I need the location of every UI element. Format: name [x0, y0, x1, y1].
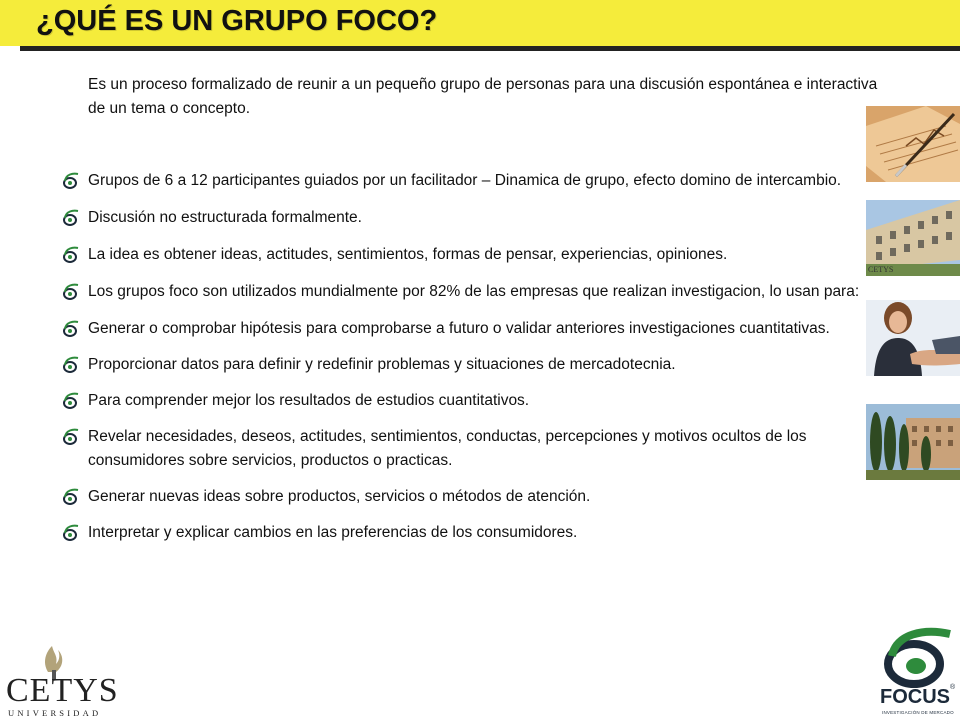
bullet-text: Generar nuevas ideas sobre productos, servicios o métodos de atención. [88, 488, 591, 505]
focus-swirl-icon [60, 488, 80, 506]
bullet-text: Revelar necesidades, deseos, actitudes, sentimientos, conductas, percepciones y motivos ocultos de los consumidores sobre servicios, productos o practicas. [88, 428, 807, 469]
list-item [60, 280, 870, 304]
list-item [60, 389, 870, 413]
focus-subtitle: INVESTIGACIÓN DE MERCADO [882, 710, 954, 715]
cetys-logo [2, 642, 122, 718]
cetys-subtitle: UNIVERSIDAD [8, 708, 102, 718]
bullet-list [60, 169, 870, 557]
focus-swirl-icon [60, 428, 80, 446]
svg-text:CETYS: CETYS [868, 265, 894, 274]
bullet-text: Discusión no estructurada formalmente. [88, 209, 362, 226]
title-underline [20, 46, 960, 51]
cetys-name: CETYS [6, 672, 119, 709]
focus-swirl-icon [60, 392, 80, 410]
list-item [60, 521, 870, 545]
intro-paragraph: Es un proceso formalizado de reunir a un pequeño grupo de personas para una discusión espontánea e interactiva de un tema o concepto. [88, 76, 878, 117]
list-item [60, 206, 870, 230]
focus-swirl-icon [60, 246, 80, 264]
list-item [60, 485, 870, 509]
focus-name: FOCUS [880, 686, 950, 708]
slide-title: ¿QUÉ ES UN GRUPO FOCO? [36, 5, 438, 37]
focus-swirl-icon [60, 356, 80, 374]
photo-pen-documents [866, 106, 960, 182]
bullet-text: Generar o comprobar hipótesis para comprobarse a futuro o validar anteriores investigaciones cuantitativas. [88, 320, 830, 337]
focus-swirl-icon [60, 172, 80, 190]
photo-building [866, 200, 960, 276]
focus-swirl-icon [60, 524, 80, 542]
focus-logo-icon [870, 626, 960, 688]
bullet-text: Interpretar y explicar cambios en las preferencias de los consumidores. [88, 524, 578, 541]
bullet-text: La idea es obtener ideas, actitudes, sentimientos, formas de pensar, experiencias, opiniones. [88, 246, 728, 263]
focus-swirl-icon [60, 209, 80, 227]
bullet-text: Grupos de 6 a 12 participantes guiados por un facilitador – Dinamica de grupo, efecto domino de intercambio. [88, 172, 842, 189]
list-item [60, 243, 870, 267]
bullet-text: Proporcionar datos para definir y redefinir problemas y situaciones de mercadotecnia. [88, 356, 676, 373]
bullet-text: Para comprender mejor los resultados de estudios cuantitativos. [88, 392, 530, 409]
title-bar [0, 0, 960, 46]
focus-logo [870, 626, 960, 720]
focus-swirl-icon [60, 283, 80, 301]
focus-swirl-icon [60, 320, 80, 338]
list-item [60, 425, 870, 473]
registered-mark: ® [950, 684, 956, 691]
bullet-text: Los grupos foco son utilizados mundialmente por 82% de las empresas que realizan investigacion, lo usan para: [88, 283, 860, 300]
list-item [60, 169, 870, 193]
list-item [60, 353, 870, 377]
list-item [60, 317, 870, 341]
photo-handshake [866, 300, 960, 376]
photo-campus [866, 404, 960, 480]
